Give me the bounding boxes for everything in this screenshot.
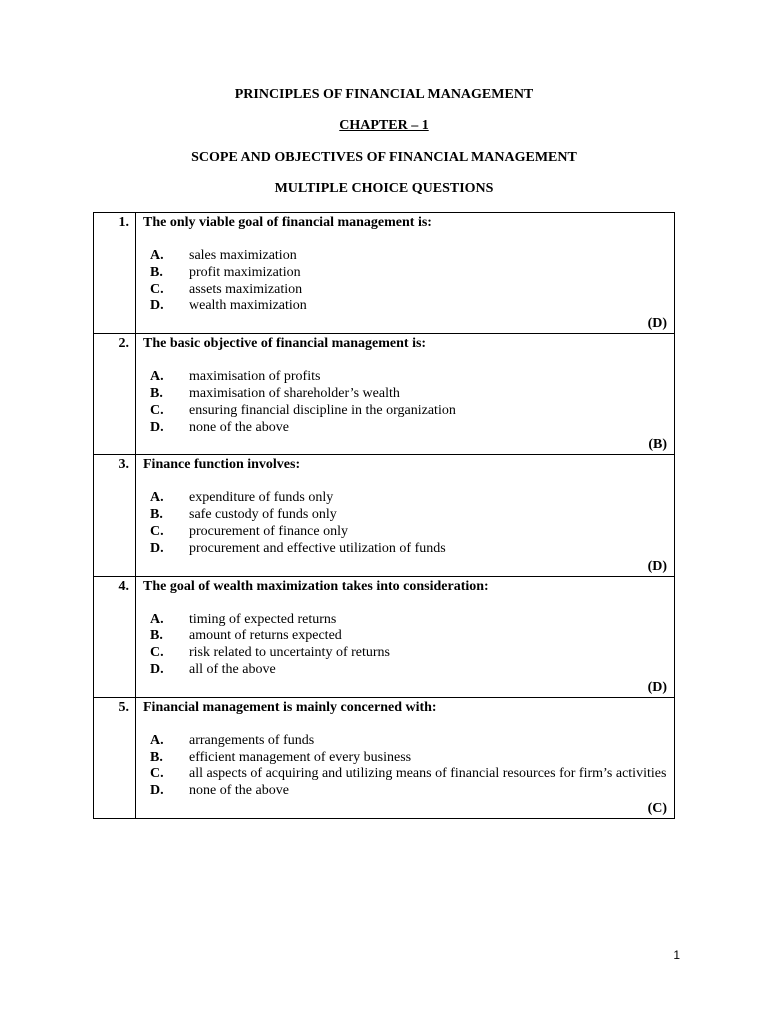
option [143, 541, 667, 558]
question-row [94, 334, 675, 455]
option-text: profit maximization [189, 264, 301, 280]
option-letter: C. [150, 766, 164, 782]
option-text: ensuring financial discipline in the organization [189, 402, 456, 418]
option [143, 507, 667, 524]
option-text: risk related to uncertainty of returns [189, 645, 390, 661]
option-letter: D. [150, 298, 164, 314]
question-text: The only viable goal of financial management is: [143, 215, 432, 230]
option-letter: D. [150, 540, 164, 556]
option [143, 490, 667, 507]
option-text: all aspects of acquiring and utilizing means of financial resources for firm’s activities [189, 766, 667, 782]
question-number: 5. [94, 697, 136, 818]
mcq-heading: MULTIPLE CHOICE QUESTIONS [274, 181, 494, 196]
option [143, 783, 667, 800]
option [143, 265, 667, 282]
document-title: PRINCIPLES OF FINANCIAL MANAGEMENT [234, 87, 534, 102]
question-text: The basic objective of financial management is: [143, 336, 427, 352]
answer-key: (B) [648, 437, 667, 453]
option [143, 733, 667, 750]
option [143, 282, 667, 299]
question-body [136, 576, 675, 697]
option-text: maximisation of shareholder’s wealth [189, 385, 400, 401]
option-letter: A. [150, 369, 164, 385]
option-text: arrangements of funds [189, 732, 315, 748]
option-text: timing of expected returns [189, 611, 337, 627]
option-text: none of the above [189, 783, 289, 799]
answer-key: (D) [647, 558, 667, 574]
answer-key: (D) [647, 316, 667, 332]
question-body [136, 213, 675, 334]
option-text: efficient management of every business [189, 749, 412, 765]
option [143, 386, 667, 403]
option [143, 750, 667, 767]
option-text: none of the above [189, 419, 289, 435]
answer-key: (C) [647, 800, 667, 816]
option [143, 662, 667, 679]
question-body [136, 697, 675, 818]
option-letter: C. [150, 523, 164, 539]
question-row [94, 213, 675, 334]
option-letter: D. [150, 783, 164, 799]
question-text: Finance function involves: [143, 457, 301, 473]
question-number: 3. [94, 455, 136, 576]
option-letter: C. [150, 281, 164, 297]
option-letter: D. [150, 661, 164, 677]
option-text: expenditure of funds only [189, 490, 334, 506]
option-letter: D. [150, 419, 164, 435]
option [143, 612, 667, 629]
option-letter: A. [150, 732, 164, 748]
question-row [94, 576, 675, 697]
option-text: procurement of finance only [189, 523, 348, 539]
option [143, 766, 667, 783]
question-row [94, 455, 675, 576]
option-text: maximisation of profits [189, 369, 321, 385]
question-number: 1. [94, 213, 136, 334]
question-number: 2. [94, 334, 136, 455]
page-number: 1 [673, 948, 680, 962]
option-letter: C. [150, 402, 164, 418]
option [143, 524, 667, 541]
question-number: 4. [94, 576, 136, 697]
option [143, 403, 667, 420]
question-body [136, 455, 675, 576]
option-text: amount of returns expected [189, 628, 342, 644]
option-letter: A. [150, 611, 164, 627]
option [143, 298, 667, 315]
option-text: all of the above [189, 661, 276, 677]
question-text: Financial management is mainly concerned with: [143, 699, 437, 715]
option-text: assets maximization [189, 281, 303, 297]
option [143, 420, 667, 437]
option-letter: B. [150, 749, 163, 765]
question-text: The goal of wealth maximization takes into consideration: [143, 578, 489, 594]
option [143, 645, 667, 662]
option [143, 369, 667, 386]
option [143, 628, 667, 645]
answer-key: (D) [647, 679, 667, 695]
option-letter: B. [150, 264, 163, 280]
option-text: wealth maximization [189, 298, 307, 314]
option-letter: C. [150, 645, 164, 661]
option [143, 248, 667, 265]
option-letter: B. [150, 628, 163, 644]
option-text: safe custody of funds only [189, 507, 337, 523]
question-row [94, 697, 675, 818]
option-letter: A. [150, 248, 164, 263]
option-letter: B. [150, 507, 163, 523]
option-text: sales maximization [189, 248, 297, 263]
mcq-table [93, 212, 675, 819]
option-text: procurement and effective utilization of funds [189, 540, 446, 556]
section-title: SCOPE AND OBJECTIVES OF FINANCIAL MANAGEMENT [191, 150, 577, 165]
option-letter: A. [150, 490, 164, 506]
question-body [136, 334, 675, 455]
option-letter: B. [150, 385, 163, 401]
chapter-label: CHAPTER – 1 [339, 118, 429, 133]
